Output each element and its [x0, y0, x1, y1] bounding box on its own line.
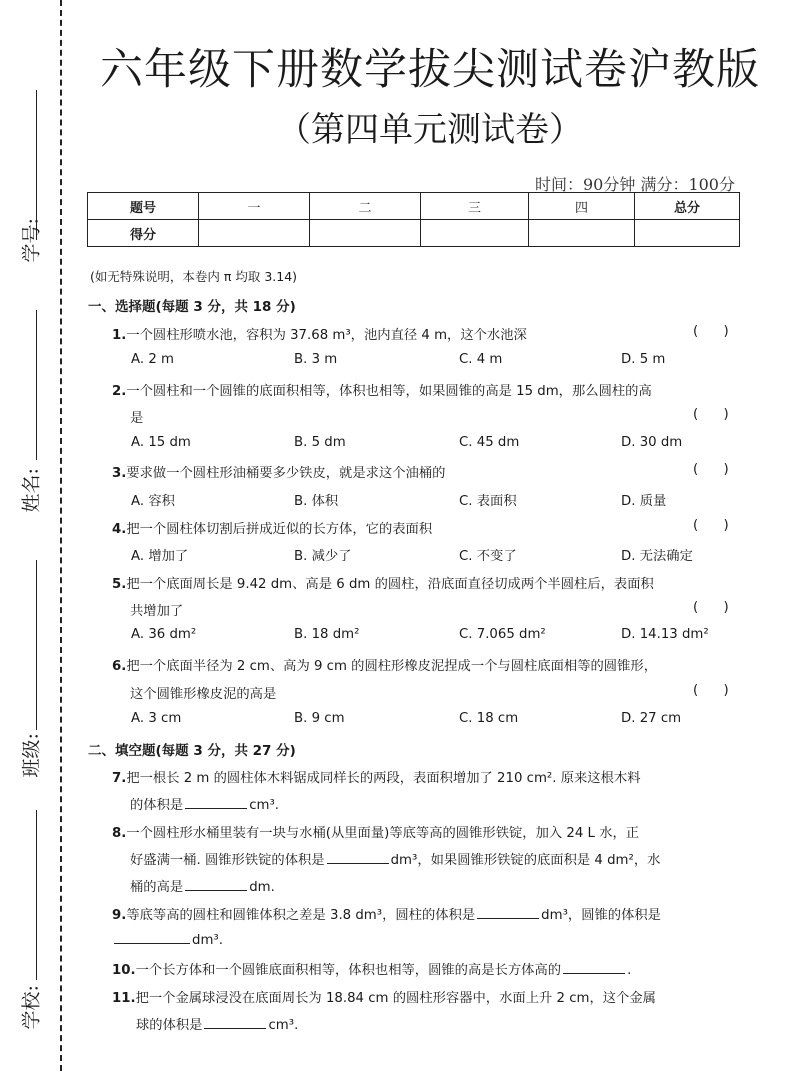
option-3d[interactable]: D. 质量 — [621, 494, 667, 509]
question-text: dm³，圆锥的体积是 — [541, 908, 661, 923]
question-2-cont: 是 — [130, 411, 144, 426]
answer-blank-8b[interactable] — [185, 878, 247, 891]
answer-paren-2[interactable]: ( ) — [693, 407, 729, 422]
question-2 — [112, 380, 652, 399]
question-text: 的体积是 — [130, 798, 184, 813]
question-number: 8. — [112, 826, 127, 841]
question-unit: cm³. — [268, 1018, 299, 1033]
option-1a[interactable]: A. 2 m — [131, 352, 174, 367]
school-label: 学校: — [20, 985, 43, 1030]
option-6d[interactable]: D. 27 cm — [621, 711, 682, 726]
answer-blank-11[interactable] — [204, 1016, 266, 1029]
option-2d[interactable]: D. 30 dm — [621, 435, 683, 450]
answer-blank-9b[interactable] — [114, 931, 190, 944]
question-text: 把一根长 2 m 的圆柱体木料锯成同样长的两段，表面积增加了 210 cm². 原来这根木料 — [126, 771, 641, 786]
option-2a[interactable]: A. 15 dm — [131, 435, 191, 450]
header-cell-label: 题号 — [88, 193, 199, 220]
question-text: 一个长方体和一个圆锥底面积相等，体积也相等，圆锥的高是长方体高的 — [135, 963, 562, 978]
question-number: 6. — [112, 659, 127, 674]
question-5 — [112, 573, 654, 592]
option-4c[interactable]: C. 不变了 — [459, 549, 517, 564]
question-number: 4. — [112, 522, 127, 537]
question-6 — [112, 655, 657, 674]
option-3c[interactable]: C. 表面积 — [459, 494, 517, 509]
answer-paren-6[interactable]: ( ) — [693, 683, 729, 698]
question-9 — [112, 904, 661, 923]
question-unit: dm. — [249, 880, 275, 895]
note-text: (如无特殊说明，本卷内 π 均取 3.14) — [90, 269, 298, 284]
question-8-cont — [130, 849, 660, 868]
option-3a[interactable]: A. 容积 — [131, 494, 175, 509]
answer-blank-10[interactable] — [563, 961, 625, 974]
answer-blank-8a[interactable] — [327, 851, 389, 864]
question-7-cont — [130, 794, 279, 813]
question-text: 一个圆柱和一个圆锥的底面积相等，体积也相等，如果圆锥的高是 15 dm，那么圆柱的高 — [126, 384, 652, 399]
question-4 — [112, 518, 432, 537]
answer-blank-9a[interactable] — [477, 906, 539, 919]
question-text: 把一个金属球浸没在底面周长为 18.84 cm 的圆柱形容器中，水面上升 2 cm，这个金属 — [135, 991, 656, 1006]
question-number: 5. — [112, 577, 127, 592]
question-text: . — [627, 963, 632, 978]
header-cell-3: 三 — [421, 193, 529, 220]
option-2b[interactable]: B. 5 dm — [294, 435, 346, 450]
question-number: 1. — [112, 328, 127, 343]
score-row-label: 得分 — [88, 220, 199, 247]
answer-blank-7[interactable] — [185, 796, 247, 809]
answer-paren-1[interactable]: ( ) — [693, 324, 729, 339]
option-5a[interactable]: A. 36 dm² — [131, 627, 197, 642]
question-1 — [112, 324, 527, 343]
question-unit: dm³. — [192, 933, 223, 948]
question-8 — [112, 822, 639, 841]
page-subtitle: （第四单元测试卷） — [277, 110, 583, 150]
header-cell-total: 总分 — [635, 193, 740, 220]
option-3b[interactable]: B. 体积 — [294, 494, 339, 509]
option-4d[interactable]: D. 无法确定 — [621, 549, 693, 564]
option-2c[interactable]: C. 45 dm — [459, 435, 520, 450]
question-11 — [112, 987, 656, 1006]
question-number: 11. — [112, 991, 136, 1006]
header-cell-2: 二 — [310, 193, 421, 220]
answer-paren-5[interactable]: ( ) — [693, 600, 729, 615]
page-title: 六年级下册数学拔尖测试卷沪教版 — [100, 45, 760, 95]
question-unit: cm³. — [249, 798, 280, 813]
option-6c[interactable]: C. 18 cm — [459, 711, 519, 726]
question-text: 好盛满一桶. 圆锥形铁锭的体积是 — [130, 853, 325, 868]
question-text: 要求做一个圆柱形油桶要多少铁皮，就是求这个油桶的 — [126, 466, 446, 481]
section-fill-title: 二、填空题(每题 3 分，共 27 分) — [88, 743, 296, 759]
question-text: dm³，如果圆锥形铁锭的底面积是 4 dm²，水 — [390, 853, 661, 868]
time-score-info: 时间：90分钟 满分：100分 — [535, 175, 735, 194]
question-11-cont — [136, 1014, 298, 1033]
question-5-cont: 共增加了 — [130, 604, 184, 619]
question-text: 把一个底面周长是 9.42 dm、高是 6 dm 的圆柱，沿底面直径切成两个半圆柱后，表面积 — [126, 577, 654, 592]
question-number: 9. — [112, 908, 127, 923]
question-text: 一个圆柱形喷水池，容积为 37.68 m³，池内直径 4 m，这个水池深 — [126, 328, 527, 343]
option-1b[interactable]: B. 3 m — [294, 352, 338, 367]
question-number: 10. — [112, 963, 136, 978]
option-1c[interactable]: C. 4 m — [459, 352, 503, 367]
question-text: 把一个圆柱体切割后拼成近似的长方体，它的表面积 — [126, 522, 433, 537]
section-choice-title: 一、选择题(每题 3 分，共 18 分) — [88, 299, 296, 315]
question-number: 7. — [112, 771, 127, 786]
name-label: 姓名: — [20, 468, 43, 513]
question-10 — [112, 959, 631, 978]
option-5c[interactable]: C. 7.065 dm² — [459, 627, 546, 642]
option-4a[interactable]: A. 增加了 — [131, 549, 189, 564]
question-3 — [112, 462, 445, 481]
option-6b[interactable]: B. 9 cm — [294, 711, 345, 726]
header-cell-4: 四 — [529, 193, 635, 220]
question-number: 2. — [112, 384, 127, 399]
class-label: 班级: — [20, 733, 43, 778]
question-text: 等底等高的圆柱和圆锥体积之差是 3.8 dm³，圆柱的体积是 — [126, 908, 476, 923]
option-6a[interactable]: A. 3 cm — [131, 711, 182, 726]
question-text: 把一个底面半径为 2 cm、高为 9 cm 的圆柱形橡皮泥捏成一个与圆柱底面相等的圆锥形， — [126, 659, 657, 674]
option-5d[interactable]: D. 14.13 dm² — [621, 627, 709, 642]
header-cell-1: 一 — [199, 193, 310, 220]
option-5b[interactable]: B. 18 dm² — [294, 627, 360, 642]
option-1d[interactable]: D. 5 m — [621, 352, 666, 367]
answer-paren-3[interactable]: ( ) — [693, 462, 729, 477]
question-text: 一个圆柱形水桶里装有一块与水桶(从里面量)等底等高的圆锥形铁锭，加入 24 L 水，正 — [126, 826, 640, 841]
question-7 — [112, 767, 641, 786]
question-8-cont2 — [130, 876, 275, 895]
question-6-cont: 这个圆锥形橡皮泥的高是 — [130, 687, 277, 702]
question-number: 3. — [112, 466, 127, 481]
question-text: 桶的高是 — [130, 880, 184, 895]
question-9-cont — [112, 931, 223, 948]
number-label: 学号: — [20, 218, 43, 263]
question-text: 球的体积是 — [136, 1018, 203, 1033]
option-4b[interactable]: B. 减少了 — [294, 549, 352, 564]
answer-paren-4[interactable]: ( ) — [693, 518, 729, 533]
